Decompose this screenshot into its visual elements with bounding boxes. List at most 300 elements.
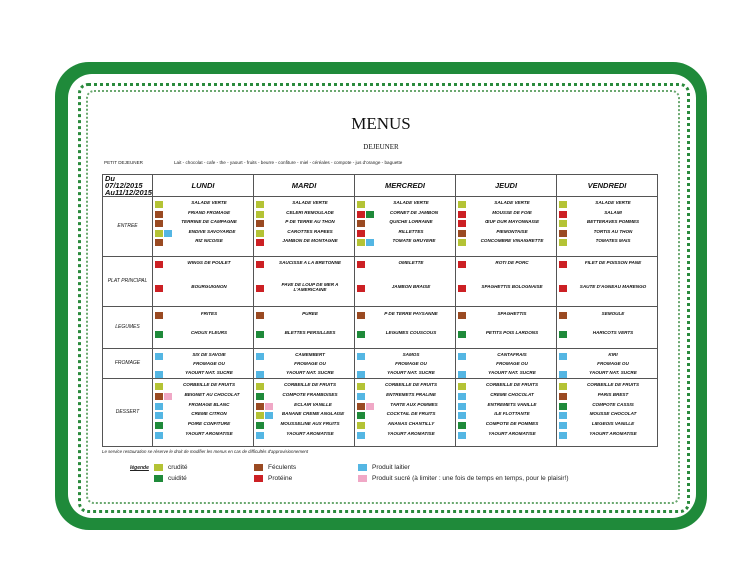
category-label: FROMAGE	[103, 349, 153, 379]
menu-item-text: COMPOTE FRAMBOISES	[282, 391, 338, 397]
menu-item	[355, 229, 455, 238]
category-swatch	[559, 331, 567, 338]
category-swatch	[458, 220, 466, 227]
menu-item-text: WINGS DE POULET	[187, 260, 231, 265]
legend-swatch	[154, 464, 163, 471]
legend-label: légende	[130, 465, 149, 471]
menu-item	[557, 200, 657, 209]
legend-text: Protéine	[268, 475, 293, 482]
menu-item	[254, 361, 354, 370]
menu-item-text: SAUTE D'AGNEAU MARENGO	[579, 284, 647, 289]
menu-item-text: SAUCISSE A LA BRETONNE	[279, 260, 341, 265]
menu-item	[254, 238, 354, 247]
menu-cell	[153, 257, 254, 307]
menu-item-text: CELERI REMOULADE	[286, 209, 334, 215]
category-swatch	[559, 230, 567, 237]
category-swatch	[559, 312, 567, 319]
day-header: LUNDI	[153, 175, 254, 197]
menu-cell	[153, 379, 254, 447]
menu-cell	[456, 307, 557, 349]
menu-item-text: JAMBON BRAISE	[391, 284, 431, 289]
category-swatch	[256, 239, 264, 246]
menu-item-text: CANTAFRAIS	[497, 352, 527, 357]
category-swatch	[458, 261, 466, 268]
category-swatch	[265, 403, 273, 410]
menu-item	[153, 238, 253, 247]
menu-item	[153, 219, 253, 228]
menu-item	[254, 200, 354, 209]
category-swatch	[155, 220, 163, 227]
menu-item-text: CHOUX FLEURS	[190, 330, 228, 335]
menu-item	[254, 411, 354, 420]
legend-swatch	[358, 464, 367, 471]
category-label: DESSERT	[103, 379, 153, 447]
menu-row	[103, 257, 658, 307]
menu-item	[557, 431, 657, 440]
menu-item-text: CORBEILLE DE FRUITS	[586, 382, 640, 387]
menu-cell	[456, 197, 557, 257]
menu-item	[355, 382, 455, 391]
day-header: MARDI	[254, 175, 355, 197]
menu-item-text: YAOURT NAT. SUCRE	[488, 370, 536, 376]
menu-item-text: LEGUMES COUSCOUS	[385, 330, 437, 335]
menu-item-text: HARICOTS VERTS	[592, 330, 634, 335]
menu-item-text: ŒUF DUR MAYONNAISE	[484, 219, 540, 225]
menu-item	[557, 260, 657, 269]
menu-item	[456, 311, 556, 320]
menu-item	[557, 411, 657, 420]
menu-item	[557, 392, 657, 401]
menu-item-text: COMPOTE DE POMMES	[485, 421, 539, 427]
menu-item	[355, 431, 455, 440]
category-swatch	[458, 412, 466, 419]
meal-subtitle: DEJEUNER	[363, 143, 399, 151]
menu-cell	[254, 349, 355, 379]
category-swatch	[357, 422, 365, 429]
menu-item-text: QUICHE LORRAINE	[389, 219, 433, 225]
category-swatch	[559, 383, 567, 390]
category-swatch	[155, 353, 163, 360]
menu-item-text: MOUSSE CHOCOLAT	[589, 411, 637, 417]
menu-cell	[254, 197, 355, 257]
category-swatch	[357, 331, 365, 338]
category-swatch	[155, 422, 163, 429]
menu-item-text: POIRE CONFITURE	[187, 421, 231, 427]
menu-row	[103, 349, 658, 379]
menu-item-text: FROMAGE OU	[294, 361, 326, 367]
menu-item-text: FROMAGE OU	[597, 361, 629, 367]
menu-item	[355, 238, 455, 247]
menu-item	[557, 330, 657, 339]
category-swatch	[559, 211, 567, 218]
menu-item	[254, 260, 354, 269]
category-swatch	[458, 331, 466, 338]
menu-item	[254, 382, 354, 391]
category-swatch	[256, 412, 264, 419]
category-swatch	[357, 393, 365, 400]
menu-item	[153, 210, 253, 219]
menu-item-text: BANANE CREME ANGLAISE	[281, 411, 345, 417]
category-swatch	[458, 422, 466, 429]
category-swatch	[366, 239, 374, 246]
category-swatch	[256, 201, 264, 208]
category-swatch	[357, 371, 365, 378]
menu-item-text: YAOURT AROMATISE	[286, 431, 334, 436]
menu-item	[355, 260, 455, 269]
menu-item-text: CORBEILLE DE FRUITS	[182, 382, 236, 387]
menu-cell	[254, 379, 355, 447]
category-swatch	[256, 371, 264, 378]
menu-item-text: ENDIVE SAVOYARDE	[188, 228, 236, 234]
category-swatch	[155, 412, 163, 419]
menu-item-text: MOUSSELINE AUX FRUITS	[280, 421, 340, 427]
menu-item	[355, 330, 455, 339]
menu-item-text: SPAGHETTIS	[497, 311, 527, 316]
category-swatch	[256, 220, 264, 227]
legend-text: crudité	[168, 464, 188, 471]
category-swatch	[256, 383, 264, 390]
category-swatch	[559, 412, 567, 419]
menu-item	[355, 284, 455, 293]
category-swatch	[357, 201, 365, 208]
category-swatch	[458, 230, 466, 237]
category-swatch	[155, 331, 163, 338]
menu-item-text: COCKTAIL DE FRUITS	[386, 411, 436, 417]
menu-item-text: SEMOULE	[601, 311, 625, 316]
menu-item	[153, 260, 253, 269]
menu-cell	[355, 307, 456, 349]
page-title: MENUS	[351, 114, 411, 133]
category-swatch	[155, 312, 163, 319]
category-swatch	[155, 285, 163, 292]
menu-item	[456, 392, 556, 401]
category-swatch	[357, 220, 365, 227]
menu-item-text: YAOURT AROMATISE	[589, 431, 637, 436]
category-swatch	[366, 403, 374, 410]
menu-item	[254, 352, 354, 361]
category-swatch	[357, 261, 365, 268]
menu-item-text: CORNET DE JAMBON	[389, 209, 439, 215]
menu-item-text: RILLETTES	[398, 228, 424, 234]
menu-item-text: YAOURT AROMATISE	[387, 431, 435, 436]
menu-item	[355, 392, 455, 401]
menu-item	[557, 229, 657, 238]
menu-item	[557, 284, 657, 293]
menu-sheet	[92, 96, 670, 494]
menu-item-text: CORBEILLE DE FRUITS	[283, 382, 337, 387]
menu-item-text: FROMAGE BLANC	[188, 401, 230, 407]
menu-item-text: P DE TERRE AU THON	[285, 219, 335, 225]
menu-item	[557, 402, 657, 411]
menu-item-text: YAOURT NAT. SUCRE	[589, 370, 637, 376]
date-to: Au11/12/2015	[105, 188, 152, 197]
menu-item	[355, 411, 455, 420]
category-swatch	[559, 201, 567, 208]
menu-item	[456, 200, 556, 209]
category-swatch	[458, 312, 466, 319]
menu-item-text: RIZ NICOISE	[195, 238, 223, 244]
menu-item	[355, 352, 455, 361]
category-swatch	[366, 211, 374, 218]
menu-item-text: PETITS POIS LARDONS	[485, 330, 539, 335]
category-swatch	[357, 403, 365, 410]
menu-item	[557, 219, 657, 228]
category-swatch	[559, 285, 567, 292]
menu-item	[153, 421, 253, 430]
menu-item-text: BLETTES PERSILLEES	[284, 330, 336, 335]
menu-item-text: FROMAGE OU	[395, 361, 427, 367]
menu-item	[456, 284, 556, 293]
menu-item-text: MOUSSE DE FOIE	[492, 209, 532, 215]
menu-item	[153, 411, 253, 420]
menu-item-text: SALADE VERTE	[494, 200, 530, 205]
menu-item-text: TORTIS AU THON	[593, 228, 633, 234]
menu-table	[102, 174, 658, 447]
menu-item-text: TOMATES MAIS	[595, 238, 631, 244]
menu-item	[456, 229, 556, 238]
menu-item	[456, 431, 556, 440]
menu-item-text: YAOURT AROMATISE	[488, 431, 536, 436]
menu-cell	[153, 349, 254, 379]
category-swatch	[559, 220, 567, 227]
menu-item	[557, 421, 657, 430]
category-swatch	[357, 211, 365, 218]
menu-item	[355, 361, 455, 370]
legend-swatch	[154, 475, 163, 482]
menu-cell	[456, 379, 557, 447]
menu-item-text: SALADE VERTE	[292, 200, 328, 205]
menu-item-text: ECLAIR VANILLE	[294, 401, 332, 407]
category-swatch	[256, 403, 264, 410]
menu-row	[103, 379, 658, 447]
menu-item-text: JAMBON DE MONTAGNE	[282, 238, 338, 244]
menu-item	[254, 392, 354, 401]
menu-item-text: PIEMONTAISE	[496, 228, 528, 234]
date-range	[103, 175, 153, 197]
category-label: LEGUMES	[103, 307, 153, 349]
category-swatch	[559, 403, 567, 410]
legend-text: cuidité	[168, 475, 187, 482]
menu-item-text: PAVE DE LOUP DE MER A L'AMERICAINE	[281, 282, 339, 292]
menu-item	[456, 411, 556, 420]
category-swatch	[559, 239, 567, 246]
petit-dejeuner-label: PETIT DEJEUNER	[104, 160, 143, 165]
category-swatch	[559, 353, 567, 360]
category-swatch	[559, 371, 567, 378]
menu-item	[254, 421, 354, 430]
menu-item-text: CAROTTES RAPEES	[287, 228, 333, 234]
menu-item-text: FRIAND FROMAGE	[187, 209, 231, 215]
menu-item-text: TARTE AUX POMMES	[390, 401, 438, 407]
menu-item-text: TERRINE DE CAMPAGNE	[181, 219, 237, 225]
day-header-row	[103, 175, 658, 197]
menu-item	[153, 311, 253, 320]
legend-swatch	[254, 464, 263, 471]
menu-item-text: TOMATE GRUYERE	[392, 238, 436, 244]
category-swatch	[265, 412, 273, 419]
menu-item-text: OMELETTE	[398, 260, 424, 265]
menu-item-text: P DE TERRE PAYSANNE	[384, 311, 438, 316]
menu-item	[456, 421, 556, 430]
category-swatch	[458, 353, 466, 360]
menu-item-text: FRITES	[200, 311, 218, 316]
menu-item-text: SALAMI	[604, 209, 622, 215]
category-swatch	[256, 432, 264, 439]
category-swatch	[559, 422, 567, 429]
menu-item-text: ENTREMETS PRALINE	[386, 391, 436, 397]
menu-item-text: YAOURT AROMATISE	[185, 431, 233, 436]
day-header: JEUDI	[456, 175, 557, 197]
category-label: PLAT PRINCIPAL	[103, 257, 153, 307]
menu-cell	[355, 379, 456, 447]
category-swatch	[458, 403, 466, 410]
menu-item	[557, 311, 657, 320]
menu-item	[254, 229, 354, 238]
menu-item	[153, 392, 253, 401]
category-swatch	[458, 371, 466, 378]
menu-cell	[153, 197, 254, 257]
menu-item-text: SALADE VERTE	[393, 200, 429, 205]
menu-item-text: PUREE	[302, 311, 318, 316]
menu-item	[557, 352, 657, 361]
legend-text: Produit laitier	[372, 464, 410, 471]
menu-cell	[355, 197, 456, 257]
menu-cell	[557, 197, 658, 257]
category-swatch	[155, 201, 163, 208]
menu-item	[557, 382, 657, 391]
category-swatch	[155, 239, 163, 246]
menu-cell	[456, 349, 557, 379]
legend-text: Féculents	[268, 464, 297, 471]
menu-item-text: BEIGNET AU CHOCOLAT	[184, 391, 240, 397]
menu-item-text: COMPOTE CASSIS	[592, 401, 634, 407]
menu-item	[557, 210, 657, 219]
category-swatch	[155, 403, 163, 410]
category-swatch	[458, 285, 466, 292]
day-header: MERCREDI	[355, 175, 456, 197]
category-swatch	[256, 312, 264, 319]
menu-cell	[355, 257, 456, 307]
menu-item	[456, 330, 556, 339]
category-swatch	[164, 393, 172, 400]
category-swatch	[155, 383, 163, 390]
category-swatch	[256, 393, 264, 400]
menu-item	[456, 402, 556, 411]
category-swatch	[155, 432, 163, 439]
category-swatch	[357, 312, 365, 319]
menu-item-text: FILET DE POISSON PANE	[584, 260, 642, 265]
menu-item	[254, 330, 354, 339]
menu-item	[254, 210, 354, 219]
menu-item	[254, 219, 354, 228]
category-swatch	[357, 230, 365, 237]
menu-cell	[355, 349, 456, 379]
menu-item	[153, 284, 253, 293]
menu-item-text: KIRI	[608, 352, 618, 357]
menu-item-text: SALADE VERTE	[191, 200, 227, 205]
menu-item-text: ANANAS CHANTILLY	[387, 421, 435, 427]
menu-item	[153, 431, 253, 440]
menu-item-text: ENTREMETS VANILLE	[487, 401, 537, 407]
menu-item-text: CAMEMBERT	[295, 352, 325, 357]
menu-item	[456, 361, 556, 370]
category-swatch	[164, 230, 172, 237]
category-swatch	[357, 285, 365, 292]
category-swatch	[155, 371, 163, 378]
category-swatch	[256, 261, 264, 268]
menu-item-text: CORBEILLE DE FRUITS	[485, 382, 539, 387]
menu-item-text: PARIS BREST	[597, 391, 629, 397]
menu-item-text: SAMOS	[402, 352, 420, 357]
category-swatch	[256, 353, 264, 360]
category-swatch	[357, 383, 365, 390]
category-swatch	[458, 383, 466, 390]
legend-swatch	[358, 475, 367, 482]
menu-item	[456, 352, 556, 361]
menu-item	[254, 431, 354, 440]
category-label: ENTREE	[103, 197, 153, 257]
menu-item	[355, 200, 455, 209]
category-swatch	[559, 261, 567, 268]
menu-row	[103, 307, 658, 349]
menu-item	[254, 284, 354, 293]
menu-item-text: CREME CHOCOLAT	[490, 391, 534, 397]
menu-item	[254, 402, 354, 411]
category-swatch	[357, 432, 365, 439]
menu-item	[557, 238, 657, 247]
menu-item-text: CORBEILLE DE FRUITS	[384, 382, 438, 387]
menu-item	[456, 382, 556, 391]
menu-cell	[153, 307, 254, 349]
menu-cell	[456, 257, 557, 307]
menu-cell	[557, 379, 658, 447]
category-swatch	[256, 211, 264, 218]
menu-row	[103, 197, 658, 257]
category-swatch	[155, 211, 163, 218]
category-swatch	[458, 432, 466, 439]
menu-item	[456, 219, 556, 228]
legend-text: Produit sucré (à limiter : une fois de temps en temps, pour le plaisir!)	[372, 475, 569, 482]
category-swatch	[458, 201, 466, 208]
day-header: VENDREDI	[557, 175, 658, 197]
category-swatch	[155, 393, 163, 400]
menu-item	[355, 421, 455, 430]
menu-cell	[254, 257, 355, 307]
menu-item-text: SPAGHETTIS BOLOGNAISE	[481, 284, 543, 289]
menu-item	[153, 352, 253, 361]
menu-item-text: YAOURT NAT. SUCRE	[286, 370, 334, 376]
menu-item	[355, 402, 455, 411]
menu-item	[153, 330, 253, 339]
category-swatch	[357, 412, 365, 419]
menu-item-text: SIX DE SAVOIE	[192, 352, 226, 357]
category-swatch	[458, 211, 466, 218]
menu-cell	[557, 307, 658, 349]
category-swatch	[155, 261, 163, 268]
category-swatch	[357, 353, 365, 360]
menu-item-text: BETTERAVES POMMES	[586, 219, 640, 225]
legend	[130, 464, 670, 488]
menu-item	[153, 361, 253, 370]
menu-item	[153, 402, 253, 411]
menu-item	[355, 210, 455, 219]
petit-dejeuner-items: Lait - chocolat - cafe - the - yaourt - fruits - beurre - confiture - miel - céréales - compote - jus d'orange - baguette	[174, 160, 403, 165]
menu-cell	[557, 349, 658, 379]
menu-item	[153, 229, 253, 238]
category-swatch	[256, 285, 264, 292]
category-swatch	[559, 393, 567, 400]
menu-item	[557, 361, 657, 370]
